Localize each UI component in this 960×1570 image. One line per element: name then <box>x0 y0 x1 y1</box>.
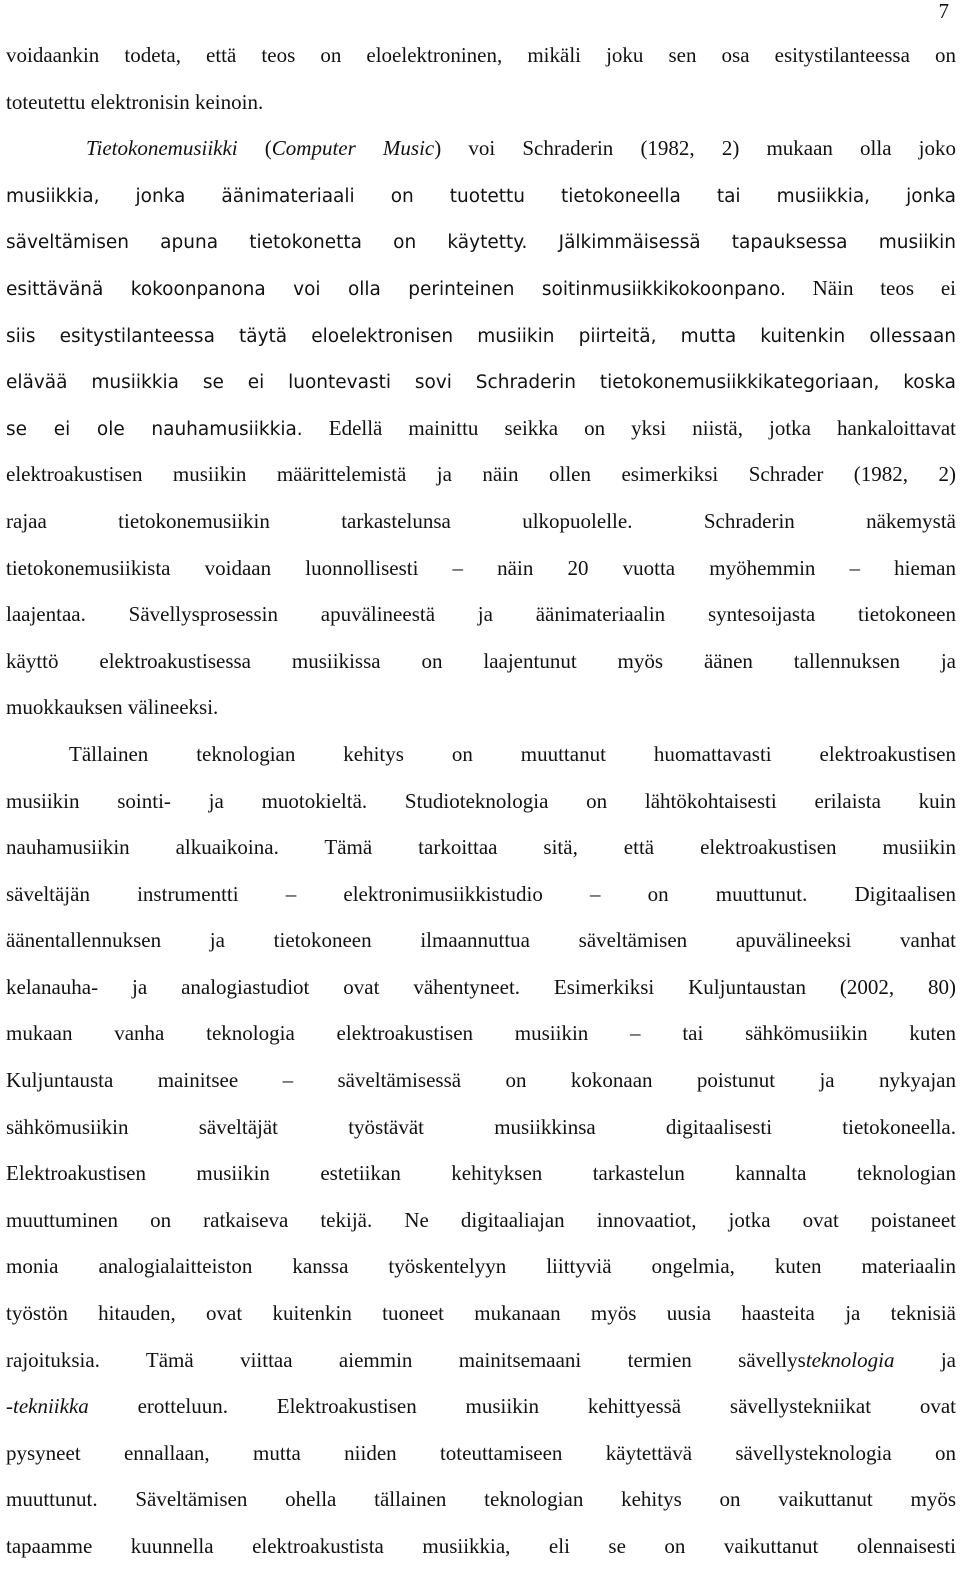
text-line <box>6 778 956 825</box>
text-line <box>6 218 956 265</box>
text-segment: Jälkimmäisessä tapauksessa musiikin <box>527 232 956 254</box>
text-line <box>6 871 956 918</box>
italic-term: Computer Music <box>271 136 435 161</box>
text-segment: elävää musiikkia se ei luontevasti sovi Schraderin tietokonemusiikkikategoriaan, koska <box>6 372 956 394</box>
text-line <box>6 964 956 1011</box>
text-line <box>6 638 956 685</box>
text-segment: Tällainen teknologian kehitys on muuttanut huomattavasti elektroakustisen <box>69 741 956 766</box>
text-line <box>6 824 956 871</box>
text-line <box>6 1150 956 1197</box>
text-line <box>6 358 956 405</box>
text-line <box>6 1057 956 1104</box>
text-segment: rajoituksia. Tämä viittaa aiemmin mainitsemaani termien sävellys <box>6 1347 806 1372</box>
text-segment: tapaamme kuunnella elektroakustista musiikkia, eli se on vaikuttanut olennaisesti <box>6 1534 956 1558</box>
text-segment: työstön hitauden, ovat kuitenkin tuoneet mukanaan myös uusia haasteita ja teknisiä <box>6 1301 956 1326</box>
text-line <box>6 917 956 964</box>
text-segment: sähkömusiikin säveltäjät työstävät musiikkinsa digitaalisesti tietokoneella. <box>6 1114 956 1139</box>
text-segment: elektroakustisen musiikin määrittelemistä ja näin ollen esimerkiksi Schrader (1982, 2) <box>6 462 956 487</box>
text-segment: se ei ole nauhamusiikkia. <box>6 418 303 440</box>
text-segment: Näin teos ei <box>785 275 956 300</box>
text-segment: ja <box>894 1347 956 1372</box>
text-line <box>6 1430 956 1477</box>
page-number: 7 <box>938 0 949 23</box>
text-segment: rajaa tietokonemusiikin tarkastelunsa ulkopuolelle. Schraderin näkemystä <box>6 508 956 533</box>
text-line <box>6 1383 956 1430</box>
text-segment: ( <box>237 136 272 161</box>
text-line <box>6 684 956 731</box>
text-line <box>6 498 956 545</box>
text-segment: siis esitystilanteessa täytä eloelektronisen musiikin piirteitä, mutta kuitenkin ollessaan <box>6 325 956 347</box>
text-line <box>6 1290 956 1337</box>
text-segment: musiikin sointi- ja muotokieltä. Studioteknologia on lähtökohtaisesti erilaista kuin <box>6 788 956 813</box>
body-text <box>6 32 956 1570</box>
text-segment: muuttuminen on ratkaiseva tekijä. Ne digitaaliajan innovaatiot, jotka ovat poistaneet <box>6 1207 956 1232</box>
text-line <box>6 32 956 79</box>
text-segment: Edellä mainittu seikka on yksi niistä, jotka hankaloittavat <box>302 415 956 440</box>
italic-term: teknologia <box>805 1347 895 1372</box>
italic-term: tekniikka <box>13 1394 89 1419</box>
text-line <box>6 79 956 126</box>
text-segment: muokkauksen välineeksi. <box>6 695 219 720</box>
text-segment: mukaan vanha teknologia elektroakustisen musiikin – tai sähkömusiikin kuten <box>6 1021 956 1046</box>
text-segment: säveltämisen apuna tietokonetta on käytetty. <box>6 232 528 254</box>
text-line <box>6 312 956 359</box>
text-line <box>6 1523 956 1570</box>
text-segment: äänentallennuksen ja tietokoneen ilmaannuttua säveltämisen apuvälineeksi vanhat <box>6 928 956 953</box>
text-segment: laajentaa. Sävellysprosessin apuvälineestä ja äänimateriaalin syntesoijasta tietokoneen <box>6 602 956 627</box>
text-segment: - <box>6 1394 13 1419</box>
text-segment: käyttö elektroakustisessa musiikissa on laajentunut myös äänen tallennuksen ja <box>6 648 956 673</box>
text-segment: muuttunut. Säveltämisen ohella tällainen teknologian kehitys on vaikuttanut myös <box>6 1487 956 1512</box>
text-segment: esittävänä kokoonpanona voi olla perinteinen soitinmusiikkikokoonpano. <box>6 278 786 300</box>
text-segment: säveltäjän instrumentti – elektronimusiikkistudio – on muuttunut. Digitaalisen <box>6 881 956 906</box>
text-line <box>6 125 956 172</box>
text-segment: voidaankin todeta, että teos on eloelektroninen, mikäli joku sen osa esitystilanteessa on <box>6 43 956 67</box>
text-segment: erotteluun. Elektroakustisen musiikin kehittyessä sävellystekniikat ovat <box>88 1394 956 1419</box>
text-segment: pysyneet ennallaan, mutta niiden toteuttamiseen käytettävä sävellysteknologia on <box>6 1440 956 1465</box>
text-segment: nauhamusiikin alkuaikoina. Tämä tarkoittaa sitä, että elektroakustisen musiikin <box>6 835 956 860</box>
text-line <box>6 265 956 312</box>
text-line <box>6 731 956 778</box>
text-segment: Elektroakustisen musiikin estetiikan kehityksen tarkastelun kannalta teknologian <box>6 1161 956 1186</box>
text-segment: Kuljuntausta mainitsee – säveltämisessä on kokonaan poistunut ja nykyajan <box>6 1068 956 1093</box>
text-segment: ) voi Schraderin (1982, 2) mukaan olla joko <box>434 136 956 161</box>
text-line <box>6 1243 956 1290</box>
text-line <box>6 591 956 638</box>
text-line <box>6 1476 956 1523</box>
text-line <box>6 1197 956 1244</box>
italic-term: Tietokonemusiikki <box>86 136 238 161</box>
text-segment: kelanauha- ja analogiastudiot ovat vähentyneet. Esimerkiksi Kuljuntaustan (2002, 80) <box>6 974 956 999</box>
text-segment: tietokonemusiikista voidaan luonnollisesti – näin 20 vuotta myöhemmin – hieman <box>6 555 956 580</box>
text-line <box>6 451 956 498</box>
text-segment: toteutettu elektronisin keinoin. <box>6 89 264 114</box>
text-line <box>6 545 956 592</box>
text-line <box>6 1337 956 1384</box>
text-segment: monia analogialaitteiston kanssa työskentelyyn liittyviä ongelmia, kuten materiaalin <box>6 1254 956 1279</box>
text-line <box>6 1010 956 1057</box>
text-line <box>6 172 956 219</box>
text-segment: musiikkia, jonka äänimateriaali on tuotettu tietokoneella tai musiikkia, jonka <box>6 185 956 207</box>
text-line <box>6 405 956 452</box>
text-line <box>6 1104 956 1151</box>
